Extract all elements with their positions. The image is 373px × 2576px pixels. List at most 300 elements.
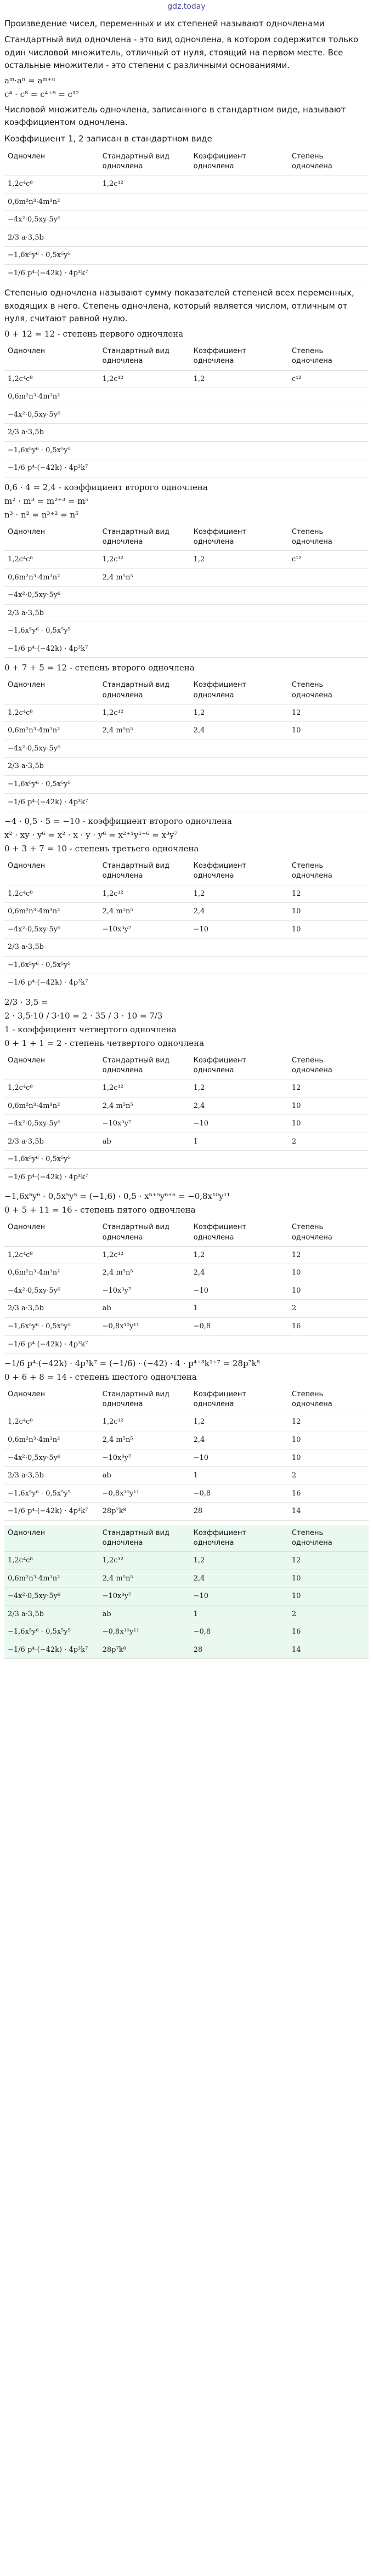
cell-degree: 14 <box>289 1641 369 1659</box>
cell-degree <box>289 211 369 229</box>
cell-degree <box>289 956 369 974</box>
cell-coefficient <box>190 388 289 406</box>
table-body <box>4 1246 369 1353</box>
cell-monomial: −4x²·0,5xy·5y⁶ <box>4 740 99 758</box>
header-standard-form: Стандартный вид одночлена <box>99 524 190 551</box>
cell-degree <box>289 1151 369 1169</box>
cell-monomial: 1,2c⁴c⁸ <box>4 1246 99 1264</box>
cell-standard-form <box>99 247 190 265</box>
header-degree: Степень одночлена <box>289 1219 369 1246</box>
cell-degree: 10 <box>289 903 369 921</box>
cell-degree: 10 <box>289 1570 369 1588</box>
cell-monomial: 1,2c⁴c⁸ <box>4 1552 99 1570</box>
cell-monomial: 0,6m²n³·4m³n² <box>4 1431 99 1449</box>
step-first-degree: 0 + 12 = 12 - степень первого одночлена <box>4 329 184 339</box>
header-coefficient: Коэффициент одночлена <box>190 1525 289 1552</box>
header-coefficient: Коэффициент одночлена <box>190 1053 289 1079</box>
cell-monomial: 2/3 a·3,5b <box>4 604 99 622</box>
cell-standard-form <box>99 974 190 992</box>
cell-standard-form: 1,2c¹² <box>99 885 190 903</box>
cell-monomial: −1,6x⁵y⁶ · 0,5x⁵y⁵ <box>4 622 99 640</box>
cell-coefficient: −0,8 <box>190 1623 289 1641</box>
intro-paragraph-2: Стандартный вид одночлена - это вид одночлена, в котором содержится только один числовой множитель, отличный от нуля, стоящий на первом месте. Все остальные множители - это степени с различными основаниями. <box>4 35 359 70</box>
header-standard-form: Стандартный вид одночлена <box>99 1386 190 1413</box>
step-second-degree: 0 + 7 + 5 = 12 - степень второго одночлена <box>4 663 195 673</box>
header-degree: Степень одночлена <box>289 1053 369 1079</box>
cell-monomial: 2/3 a·3,5b <box>4 1133 99 1151</box>
cell-standard-form: −10x³y⁷ <box>99 920 190 939</box>
cell-degree <box>289 758 369 776</box>
cell-monomial: 2/3 a·3,5b <box>4 1300 99 1318</box>
monomial-table-8 <box>4 1386 369 1521</box>
cell-monomial: 1,2c⁴c⁸ <box>4 370 99 388</box>
cell-standard-form <box>99 604 190 622</box>
cell-degree <box>289 229 369 247</box>
header-degree: Степень одночлена <box>289 677 369 704</box>
cell-coefficient <box>190 211 289 229</box>
cell-degree <box>289 622 369 640</box>
cell-monomial: −1,6x⁵y⁶ · 0,5x⁵y⁵ <box>4 1151 99 1169</box>
cell-monomial: 0,6m²n³·4m³n² <box>4 722 99 740</box>
cell-degree: 2 <box>289 1467 369 1485</box>
cell-degree: 10 <box>289 1264 369 1282</box>
table-row <box>4 1467 369 1485</box>
degree-paragraph: Степенью одночлена называют сумму показателей степеней всех переменных, входящих в него. Степень одночлена, который является числом, отличным от нуля, считают равной нулю. <box>4 288 354 323</box>
table-row <box>4 885 369 903</box>
step-m-product: m² · m³ = m²⁺³ = m⁵ <box>4 496 89 506</box>
monomial-table-7 <box>4 1219 369 1354</box>
header-standard-form: Стандартный вид одночлена <box>99 1219 190 1246</box>
cell-coefficient: 28 <box>190 1503 289 1521</box>
cell-degree <box>289 640 369 658</box>
cell-standard-form: 2,4 m⁵n⁵ <box>99 1431 190 1449</box>
header-standard-form: Стандартный вид одночлена <box>99 149 190 175</box>
cell-standard-form <box>99 424 190 442</box>
header-coefficient: Коэффициент одночлена <box>190 343 289 370</box>
cell-monomial: −1,6x⁵y⁶ · 0,5x⁵y⁵ <box>4 1485 99 1503</box>
table-row <box>4 1503 369 1521</box>
cell-monomial: −4x²·0,5xy·5y⁶ <box>4 1115 99 1133</box>
table-row <box>4 1335 369 1354</box>
cell-monomial: 2/3 a·3,5b <box>4 424 99 442</box>
cell-degree: c¹² <box>289 370 369 388</box>
cell-degree: 12 <box>289 1552 369 1570</box>
step-third-variables: x² · xy · y⁶ = x² · x · y · y⁶ = x²⁺¹y¹⁺⁶ = x³y⁷ <box>4 830 178 840</box>
table-row <box>4 1605 369 1623</box>
cell-standard-form: 1,2c¹² <box>99 1246 190 1264</box>
cell-standard-form: 1,2c¹² <box>99 1552 190 1570</box>
table-row <box>4 1133 369 1151</box>
cell-standard-form: 1,2c¹² <box>99 175 190 194</box>
table-row <box>4 1264 369 1282</box>
cell-coefficient: 1,2 <box>190 1079 289 1097</box>
step-fifth-degree: 0 + 5 + 11 = 16 - степень пятого одночлена <box>4 1205 196 1215</box>
cell-degree <box>289 193 369 211</box>
cell-degree <box>289 793 369 811</box>
cell-degree: 12 <box>289 1246 369 1264</box>
intro-paragraph-1: Произведение чисел, переменных и их степеней называют одночленами <box>4 19 325 29</box>
table-body <box>4 704 369 811</box>
cell-degree <box>289 587 369 605</box>
cell-standard-form <box>99 956 190 974</box>
cell-degree <box>289 441 369 459</box>
cell-monomial: 0,6m²n³·4m³n² <box>4 193 99 211</box>
table-row <box>4 1570 369 1588</box>
cell-coefficient: 1 <box>190 1467 289 1485</box>
cell-coefficient <box>190 441 289 459</box>
step-n-product: n³ · n² = n³⁺² = n⁵ <box>4 509 79 520</box>
header-monomial: Одночлен <box>4 1525 99 1552</box>
cell-coefficient <box>190 424 289 442</box>
table-row <box>4 1588 369 1606</box>
cell-coefficient: −10 <box>190 1115 289 1133</box>
header-coefficient: Коэффициент одночлена <box>190 524 289 551</box>
cell-degree <box>289 974 369 992</box>
header-monomial: Одночлен <box>4 343 99 370</box>
cell-coefficient: 1,2 <box>190 1246 289 1264</box>
table-row <box>4 551 369 569</box>
header-monomial: Одночлен <box>4 1053 99 1079</box>
step-fourth-fraction: 2 · 3,5·10 / 3·10 = 2 · 35 / 3 · 10 = 7/3 <box>4 1010 163 1021</box>
header-coefficient: Коэффициент одночлена <box>190 1219 289 1246</box>
table-row <box>4 920 369 939</box>
table-row <box>4 406 369 424</box>
cell-degree <box>289 568 369 587</box>
cell-monomial: −4x²·0,5xy·5y⁶ <box>4 587 99 605</box>
cell-monomial: −1/6 p⁴·(−42k) · 4p³k⁷ <box>4 1503 99 1521</box>
table-row <box>4 622 369 640</box>
cell-coefficient <box>190 587 289 605</box>
site-header[interactable]: gdz.today <box>167 2 206 11</box>
header-standard-form: Стандартный вид одночлена <box>99 343 190 370</box>
header-standard-form: Стандартный вид одночлена <box>99 677 190 704</box>
cell-coefficient: 2,4 <box>190 1264 289 1282</box>
cell-coefficient: 2,4 <box>190 903 289 921</box>
table-row <box>4 640 369 658</box>
coefficient-paragraph: Числовой множитель одночлена, записанного в стандартном виде, называют коэффициентом одночлена. <box>4 105 346 128</box>
table-row <box>4 388 369 406</box>
header-degree: Степень одночлена <box>289 1525 369 1552</box>
cell-standard-form: −10x³y⁷ <box>99 1282 190 1300</box>
cell-standard-form: −0,8x¹⁰y¹¹ <box>99 1623 190 1641</box>
table-row <box>4 793 369 811</box>
cell-standard-form <box>99 793 190 811</box>
table-row <box>4 1282 369 1300</box>
cell-standard-form <box>99 1168 190 1186</box>
cell-standard-form <box>99 211 190 229</box>
cell-coefficient: 1 <box>190 1605 289 1623</box>
cell-coefficient <box>190 939 289 957</box>
cell-standard-form <box>99 1335 190 1354</box>
cell-degree <box>289 406 369 424</box>
cell-standard-form <box>99 406 190 424</box>
cell-standard-form: −10x³y⁷ <box>99 1115 190 1133</box>
header-coefficient: Коэффициент одночлена <box>190 149 289 175</box>
cell-degree: 10 <box>289 1115 369 1133</box>
cell-standard-form <box>99 229 190 247</box>
cell-degree <box>289 424 369 442</box>
cell-coefficient <box>190 264 289 282</box>
cell-degree <box>289 247 369 265</box>
cell-standard-form: 1,2c¹² <box>99 370 190 388</box>
header-monomial: Одночлен <box>4 1386 99 1413</box>
cell-standard-form: −0,8x¹⁰y¹¹ <box>99 1485 190 1503</box>
cell-monomial: −1,6x⁵y⁶ · 0,5x⁵y⁵ <box>4 441 99 459</box>
cell-monomial: 2/3 a·3,5b <box>4 1467 99 1485</box>
cell-monomial: 1,2c⁴c⁸ <box>4 175 99 194</box>
cell-coefficient: −10 <box>190 920 289 939</box>
table-row <box>4 740 369 758</box>
table-row <box>4 956 369 974</box>
cell-degree: 16 <box>289 1318 369 1336</box>
cell-degree: 14 <box>289 1503 369 1521</box>
table-row <box>4 193 369 211</box>
table-row <box>4 1097 369 1115</box>
cell-standard-form: 28p⁷k⁸ <box>99 1641 190 1659</box>
cell-standard-form <box>99 388 190 406</box>
header-standard-form: Стандартный вид одночлена <box>99 1525 190 1552</box>
cell-coefficient: 2,4 <box>190 1431 289 1449</box>
header-monomial: Одночлен <box>4 524 99 551</box>
cell-coefficient: −10 <box>190 1282 289 1300</box>
cell-standard-form: 2,4 m⁵n⁵ <box>99 568 190 587</box>
monomial-table-5 <box>4 858 369 992</box>
coefficient-note: Коэффициент 1, 2 записан в стандартном виде <box>4 133 212 144</box>
table-row <box>4 903 369 921</box>
cell-standard-form: 2,4 m⁵n⁵ <box>99 1264 190 1282</box>
cell-standard-form <box>99 939 190 957</box>
cell-standard-form <box>99 640 190 658</box>
table-body <box>4 1413 369 1520</box>
cell-monomial: −1,6x⁵y⁶ · 0,5x⁵y⁵ <box>4 956 99 974</box>
cell-monomial: −1/6 p⁴·(−42k) · 4p³k⁷ <box>4 264 99 282</box>
cell-monomial: −4x²·0,5xy·5y⁶ <box>4 406 99 424</box>
cell-coefficient <box>190 229 289 247</box>
table-body <box>4 370 369 477</box>
cell-coefficient <box>190 974 289 992</box>
monomial-table-1 <box>4 149 369 283</box>
cell-degree <box>289 175 369 194</box>
step-fourth-product: 2/3 · 3,5 = <box>4 997 48 1007</box>
cell-standard-form: 2,4 m⁵n⁵ <box>99 903 190 921</box>
step-fourth-degree: 0 + 1 + 1 = 2 - степень четвертого одночлена <box>4 1038 205 1048</box>
monomial-table-final <box>4 1525 369 1659</box>
cell-coefficient <box>190 459 289 477</box>
step-sixth-degree: 0 + 6 + 8 = 14 - степень шестого одночлена <box>4 1372 197 1383</box>
step-third-degree: 0 + 3 + 7 = 10 - степень третьего одночлена <box>4 844 199 854</box>
cell-degree: 10 <box>289 920 369 939</box>
table-row <box>4 229 369 247</box>
cell-coefficient <box>190 1151 289 1169</box>
header-coefficient: Коэффициент одночлена <box>190 1386 289 1413</box>
table-row <box>4 1318 369 1336</box>
table-row <box>4 211 369 229</box>
table-row <box>4 568 369 587</box>
cell-coefficient: −0,8 <box>190 1485 289 1503</box>
cell-monomial: 0,6m²n³·4m³n² <box>4 903 99 921</box>
cell-monomial: −1/6 p⁴·(−42k) · 4p³k⁷ <box>4 974 99 992</box>
cell-monomial: 0,6m²n³·4m³n² <box>4 388 99 406</box>
header-standard-form: Стандартный вид одночлена <box>99 1053 190 1079</box>
cell-monomial: −1,6x⁵y⁶ · 0,5x⁵y⁵ <box>4 1623 99 1641</box>
cell-degree: 10 <box>289 1588 369 1606</box>
cell-degree <box>289 939 369 957</box>
cell-coefficient <box>190 406 289 424</box>
cell-degree <box>289 604 369 622</box>
cell-degree <box>289 776 369 794</box>
cell-standard-form: ab <box>99 1300 190 1318</box>
table-row <box>4 264 369 282</box>
cell-degree: 10 <box>289 722 369 740</box>
cell-monomial: 2/3 a·3,5b <box>4 229 99 247</box>
cell-coefficient <box>190 776 289 794</box>
table-row <box>4 776 369 794</box>
cell-standard-form: −10x³y⁷ <box>99 1449 190 1467</box>
cell-coefficient <box>190 622 289 640</box>
header-degree: Степень одночлена <box>289 524 369 551</box>
cell-coefficient: 28 <box>190 1641 289 1659</box>
cell-monomial: −4x²·0,5xy·5y⁶ <box>4 1282 99 1300</box>
header-coefficient: Коэффициент одночлена <box>190 858 289 885</box>
table-row <box>4 587 369 605</box>
table-row <box>4 1431 369 1449</box>
cell-degree: 10 <box>289 1449 369 1467</box>
table-row <box>4 722 369 740</box>
cell-coefficient <box>190 640 289 658</box>
cell-coefficient: 1 <box>190 1133 289 1151</box>
cell-monomial: −1/6 p⁴·(−42k) · 4p³k⁷ <box>4 1641 99 1659</box>
monomial-table-2 <box>4 343 369 477</box>
cell-coefficient <box>190 604 289 622</box>
table-row <box>4 1079 369 1097</box>
table-row <box>4 1641 369 1659</box>
monomial-table-3 <box>4 524 369 658</box>
cell-standard-form: 28p⁷k⁸ <box>99 1503 190 1521</box>
table-row <box>4 1115 369 1133</box>
cell-standard-form: 2,4 m⁵n⁵ <box>99 722 190 740</box>
cell-coefficient <box>190 175 289 194</box>
monomial-table-6 <box>4 1053 369 1187</box>
cell-standard-form <box>99 193 190 211</box>
cell-standard-form: 1,2c¹² <box>99 1413 190 1431</box>
cell-degree: 16 <box>289 1623 369 1641</box>
table-row <box>4 1151 369 1169</box>
cell-coefficient: 1,2 <box>190 370 289 388</box>
cell-monomial: 2/3 a·3,5b <box>4 758 99 776</box>
cell-coefficient <box>190 1335 289 1354</box>
cell-standard-form <box>99 441 190 459</box>
cell-coefficient: 2,4 <box>190 1570 289 1588</box>
cell-standard-form: ab <box>99 1467 190 1485</box>
cell-coefficient: −0,8 <box>190 1318 289 1336</box>
cell-monomial: −1/6 p⁴·(−42k) · 4p³k⁷ <box>4 793 99 811</box>
table-row <box>4 1485 369 1503</box>
cell-monomial: −4x²·0,5xy·5y⁶ <box>4 1449 99 1467</box>
cell-standard-form <box>99 459 190 477</box>
header-coefficient: Коэффициент одночлена <box>190 677 289 704</box>
table-row <box>4 758 369 776</box>
cell-monomial: 1,2c⁴c⁸ <box>4 1413 99 1431</box>
cell-standard-form: 2,4 m⁵n⁵ <box>99 1570 190 1588</box>
cell-standard-form: −0,8x¹⁰y¹¹ <box>99 1318 190 1336</box>
table-row <box>4 175 369 194</box>
cell-coefficient <box>190 758 289 776</box>
cell-degree <box>289 1335 369 1354</box>
cell-degree: 12 <box>289 1413 369 1431</box>
cell-coefficient <box>190 793 289 811</box>
header-degree: Степень одночлена <box>289 858 369 885</box>
cell-monomial: −4x²·0,5xy·5y⁶ <box>4 1588 99 1606</box>
cell-standard-form: ab <box>99 1605 190 1623</box>
header-monomial: Одночлен <box>4 858 99 885</box>
cell-degree: 12 <box>289 885 369 903</box>
header-monomial: Одночлен <box>4 149 99 175</box>
cell-degree: 16 <box>289 1485 369 1503</box>
table-row <box>4 704 369 722</box>
cell-coefficient: 1 <box>190 1300 289 1318</box>
table-body <box>4 1079 369 1186</box>
cell-standard-form: 1,2c¹² <box>99 704 190 722</box>
table-row <box>4 424 369 442</box>
header-degree: Степень одночлена <box>289 343 369 370</box>
cell-coefficient: 1,2 <box>190 1552 289 1570</box>
cell-monomial: −1/6 p⁴·(−42k) · 4p³k⁷ <box>4 1335 99 1354</box>
cell-degree <box>289 740 369 758</box>
cell-standard-form <box>99 776 190 794</box>
cell-standard-form: 1,2c¹² <box>99 551 190 569</box>
table-row <box>4 1552 369 1570</box>
cell-degree: 10 <box>289 1431 369 1449</box>
monomial-table-4 <box>4 677 369 811</box>
step-fourth-coefficient: 1 - коэффициент четвертого одночлена <box>4 1024 177 1034</box>
cell-monomial: 1,2c⁴c⁸ <box>4 1079 99 1097</box>
header-degree: Степень одночлена <box>289 149 369 175</box>
table-row <box>4 441 369 459</box>
cell-coefficient: 1,2 <box>190 704 289 722</box>
cell-standard-form <box>99 758 190 776</box>
cell-monomial: 1,2c⁴c⁸ <box>4 704 99 722</box>
table-row <box>4 1623 369 1641</box>
cell-monomial: −1/6 p⁴·(−42k) · 4p³k⁷ <box>4 1168 99 1186</box>
table-body <box>4 1552 369 1659</box>
table-row <box>4 974 369 992</box>
table-row <box>4 459 369 477</box>
cell-degree <box>289 1168 369 1186</box>
cell-coefficient <box>190 247 289 265</box>
cell-coefficient: 1,2 <box>190 885 289 903</box>
header-monomial: Одночлен <box>4 677 99 704</box>
cell-standard-form: 2,4 m⁵n⁵ <box>99 1097 190 1115</box>
table-body <box>4 175 369 282</box>
header-standard-form: Стандартный вид одночлена <box>99 858 190 885</box>
cell-monomial: 0,6m²n³·4m³n² <box>4 1097 99 1115</box>
cell-monomial: −1,6x⁵y⁶ · 0,5x⁵y⁵ <box>4 247 99 265</box>
table-row <box>4 1413 369 1431</box>
cell-coefficient: −10 <box>190 1449 289 1467</box>
cell-coefficient <box>190 1168 289 1186</box>
cell-coefficient: 1,2 <box>190 551 289 569</box>
header-degree: Степень одночлена <box>289 1386 369 1413</box>
cell-standard-form <box>99 622 190 640</box>
cell-degree: 12 <box>289 704 369 722</box>
formula-power-rule: aᵐ·aⁿ = aᵐ⁺ⁿ <box>4 76 55 86</box>
cell-coefficient <box>190 193 289 211</box>
formula-c-product: c⁴ · c⁸ = c⁴⁺⁸ = c¹² <box>4 89 80 99</box>
cell-coefficient <box>190 568 289 587</box>
cell-standard-form: −10x³y⁷ <box>99 1588 190 1606</box>
cell-coefficient: 2,4 <box>190 1097 289 1115</box>
cell-monomial: 0,6m²n³·4m³n² <box>4 1264 99 1282</box>
